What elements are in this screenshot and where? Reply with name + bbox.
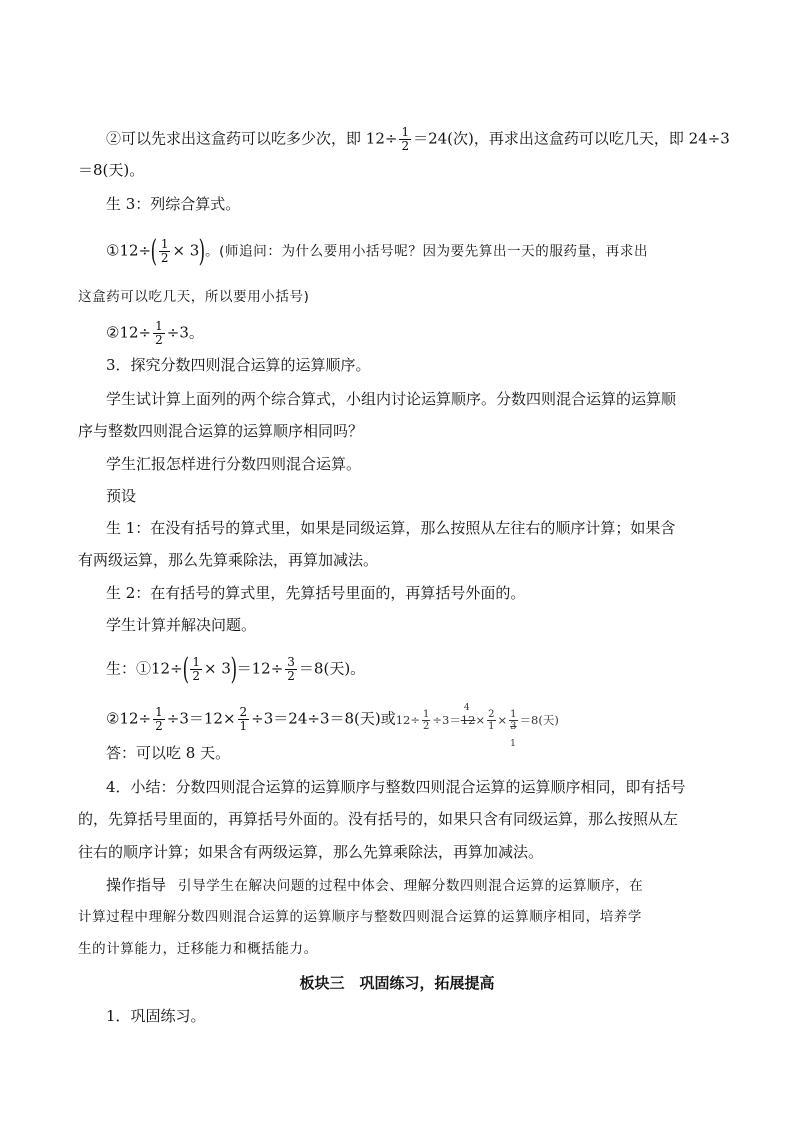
student1-answer-cont: 有两级运算，那么先算乘除法，再算加减法。 [78, 551, 379, 569]
formula-1-line: ①12÷( $\frac{1}{2}$ × 3)。(师追问：为什么要用小括号呢？因为要先算出一天的服药量，再求出 [106, 233, 649, 269]
summary-line-3: 往右的顺序计算；如果含有两级运算，那么先算乘除法，再算加减法。 [78, 843, 544, 861]
summary-line-1: 4．小结：分数四则混合运算的运算顺序与整数四则混合运算的运算顺序相同，即有括号 [106, 778, 686, 796]
paragraph-report: 学生汇报怎样进行分数四则混合运算。 [106, 455, 362, 473]
fraction: $\frac{1}{2}$ [401, 125, 410, 153]
guidance-line-3: 生的计算能力，迁移能力和概括能力。 [78, 941, 318, 957]
solution-2-line: ②12÷ $\frac{1}{2}$ ÷3＝12× $\frac{2}{1}$ ÷3＝24÷3＝8(天)或12÷ $\frac{1}{2}$ ÷3＝ 4 12× $\frac{2}{1}$ × $\frac{1}{3}$ 1 ＝8(天) [106, 702, 559, 749]
left-paren: ( [182, 651, 189, 687]
guidance-label: 操作指导 [106, 876, 167, 894]
left-paren: ( [150, 233, 158, 269]
student2-answer: 生 2：在有括号的算式里，先算括号里面的，再算括号外面的。 [106, 584, 526, 602]
fraction: $\frac{2}{1}$ [239, 705, 248, 733]
section-3-heading: 3．探究分数四则混合运算的运算顺序。 [106, 356, 371, 374]
guidance-line-2: 计算过程中理解分数四则混合运算的运算顺序与整数四则混合运算的运算顺序相同，培养学 [78, 909, 642, 925]
student3-line: 生 3：列综合算式。 [106, 195, 241, 213]
teacher-question-cont: 这盒药可以吃几天，所以要用小括号) [78, 289, 310, 305]
student1-answer: 生 1：在没有括号的算式里，如果是同级运算，那么按照从左往右的顺序计算；如果含 [106, 519, 676, 537]
fraction: $\frac{3}{2}$ [287, 655, 295, 683]
section-title: 板块三 巩固练习，拓展提高 [299, 974, 495, 992]
fraction: $\frac{1}{2}$ [160, 237, 169, 265]
fraction: $\frac{1}{2}$ [155, 319, 163, 347]
fraction: $\frac{1}{2}$ [192, 655, 201, 683]
answer-line: 答：可以吃 8 天。 [106, 744, 231, 762]
guidance-line-1: 操作指导 引导学生在解决问题的过程中体会、理解分数四则混合运算的运算顺序，在 [106, 876, 644, 894]
paragraph-2-method: ②可以先求出这盒药可以吃多少次，即 12÷ $\frac{1}{2}$ ＝24(次)，再求出这盒药可以吃几天，即 24÷3 [106, 125, 730, 153]
paragraph-compute: 学生计算并解决问题。 [106, 616, 257, 634]
paragraph-2-method-cont: ＝8(天)。 [78, 161, 145, 179]
paragraph-discuss-cont: 序与整数四则混合运算的运算顺序相同吗？ [78, 422, 364, 440]
summary-line-2: 的，先算括号里面的，再算括号外面的。没有括号的，如果只含有同级运算，那么按照从左 [78, 810, 679, 828]
alt-solution-image: 12÷ $\frac{1}{2}$ ÷3＝ 4 12× $\frac{2}{1}$ × $\frac{1}{3}$ 1 ＝8(天) [395, 702, 559, 749]
formula-2-line: ②12÷ $\frac{1}{2}$ ÷3。 [106, 319, 204, 347]
paragraph-discuss: 学生试计算上面列的两个综合算式，小组内讨论运算顺序。分数四则混合运算的运算顺 [106, 390, 677, 408]
fraction: $\frac{1}{2}$ [155, 705, 163, 733]
solution-1-line: 生：①12÷( $\frac{1}{2}$ × 3)＝12÷ $\frac{3}{2}$ ＝8(天)。 [106, 651, 366, 687]
right-paren: ) [198, 233, 206, 269]
exercise-line: 1．巩固练习。 [106, 1007, 206, 1025]
preset-label: 预设 [106, 487, 137, 505]
right-paren: ) [230, 651, 237, 687]
